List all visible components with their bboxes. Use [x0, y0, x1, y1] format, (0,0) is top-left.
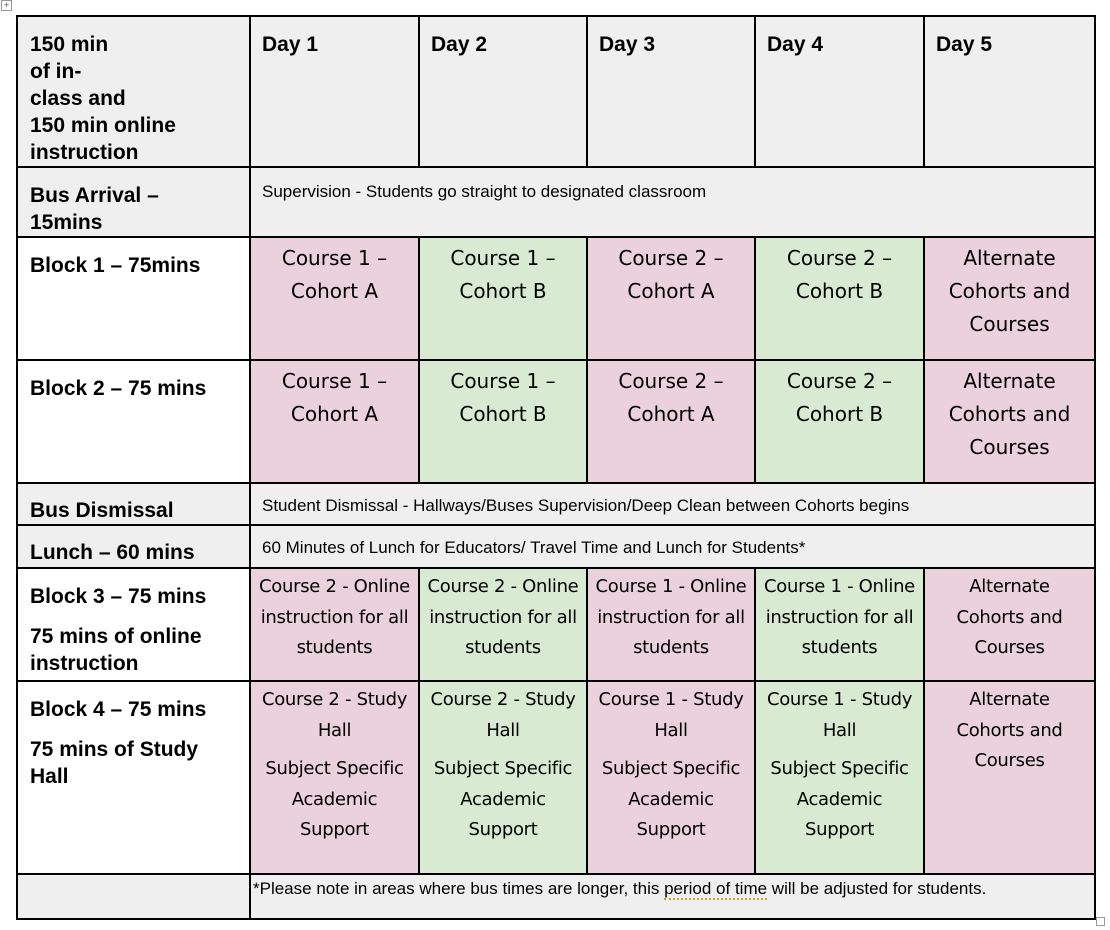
block4-day3-cell: Course 1 - Study Hall Subject Specific Academic Support	[587, 681, 755, 874]
lunch-row	[17, 525, 1095, 568]
corner-line: of in-	[30, 60, 82, 83]
bus-arrival-label: Bus Arrival – 15mins	[17, 167, 250, 237]
day-header-5: Day 5	[924, 16, 1095, 167]
block1-day4-cell: Course 2 – Cohort B	[755, 237, 924, 360]
table-resize-handle-icon[interactable]	[1096, 917, 1105, 926]
lunch-note: 60 Minutes of Lunch for Educators/ Travel Time and Lunch for Students*	[250, 525, 1095, 568]
block2-day4-cell: Course 2 – Cohort B	[755, 360, 924, 483]
block3-row	[17, 568, 1095, 681]
block1-day5-cell: Alternate Cohorts and Courses	[924, 237, 1095, 360]
footnote-underlined-text: period of time	[664, 879, 768, 898]
footnote-row	[17, 874, 1095, 919]
block4-row	[17, 681, 1095, 874]
block3-day5-cell: Alternate Cohorts and Courses	[924, 568, 1095, 681]
block2-row	[17, 360, 1095, 483]
block3-label: Block 3 – 75 mins 75 mins of online instruction	[17, 568, 250, 681]
block1-day2-cell: Course 1 – Cohort B	[419, 237, 587, 360]
footnote-text-end: will be adjusted for students.	[767, 879, 987, 898]
day-header-2: Day 2	[419, 16, 587, 167]
block4-day5-cell: Alternate Cohorts and Courses	[924, 681, 1095, 874]
bus-dismissal-label: Bus Dismissal	[17, 483, 250, 525]
footnote-empty-cell	[17, 874, 250, 919]
corner-line: 150 min online	[30, 114, 176, 137]
block1-label: Block 1 – 75mins	[17, 237, 250, 360]
block2-day5-cell: Alternate Cohorts and Courses	[924, 360, 1095, 483]
footnote-cell	[250, 874, 1095, 919]
footnote-text: *Please note in areas where bus times are longer, this	[253, 879, 665, 898]
block1-day1-cell: Course 1 – Cohort A	[250, 237, 419, 360]
bus-dismissal-note: Student Dismissal - Hallways/Buses Supervision/Deep Clean between Cohorts begins	[250, 483, 1095, 525]
block3-day2-cell: Course 2 - Online instruction for all students	[419, 568, 587, 681]
lunch-label: Lunch – 60 mins	[17, 525, 250, 568]
block2-day1-cell: Course 1 – Cohort A	[250, 360, 419, 483]
day-header-1: Day 1	[250, 16, 419, 167]
day-header-3: Day 3	[587, 16, 755, 167]
bus-arrival-note: Supervision - Students go straight to designated classroom	[250, 167, 1095, 237]
block2-day3-cell: Course 2 – Cohort A	[587, 360, 755, 483]
block4-day2-cell: Course 2 - Study Hall Subject Specific Academic Support	[419, 681, 587, 874]
day-header-4: Day 4	[755, 16, 924, 167]
block3-day4-cell: Course 1 - Online instruction for all students	[755, 568, 924, 681]
block1-row	[17, 237, 1095, 360]
block2-day2-cell: Course 1 – Cohort B	[419, 360, 587, 483]
block3-day1-cell: Course 2 - Online instruction for all students	[250, 568, 419, 681]
corner-line: class and	[30, 87, 126, 110]
schedule-table	[16, 15, 1096, 920]
block3-day3-cell: Course 1 - Online instruction for all students	[587, 568, 755, 681]
block2-label: Block 2 – 75 mins	[17, 360, 250, 483]
bus-arrival-row	[17, 167, 1095, 237]
corner-line: 150 min	[30, 33, 109, 56]
corner-cell	[17, 16, 250, 167]
block4-label: Block 4 – 75 mins 75 mins of Study Hall	[17, 681, 250, 874]
header-row	[17, 16, 1095, 167]
block4-day1-cell: Course 2 - Study Hall Subject Specific Academic Support	[250, 681, 419, 874]
table-move-handle-icon[interactable]: +	[1, 0, 12, 11]
bus-dismissal-row	[17, 483, 1095, 525]
block1-day3-cell: Course 2 – Cohort A	[587, 237, 755, 360]
block4-day4-cell: Course 1 - Study Hall Subject Specific Academic Support	[755, 681, 924, 874]
corner-line: instruction	[30, 141, 139, 164]
